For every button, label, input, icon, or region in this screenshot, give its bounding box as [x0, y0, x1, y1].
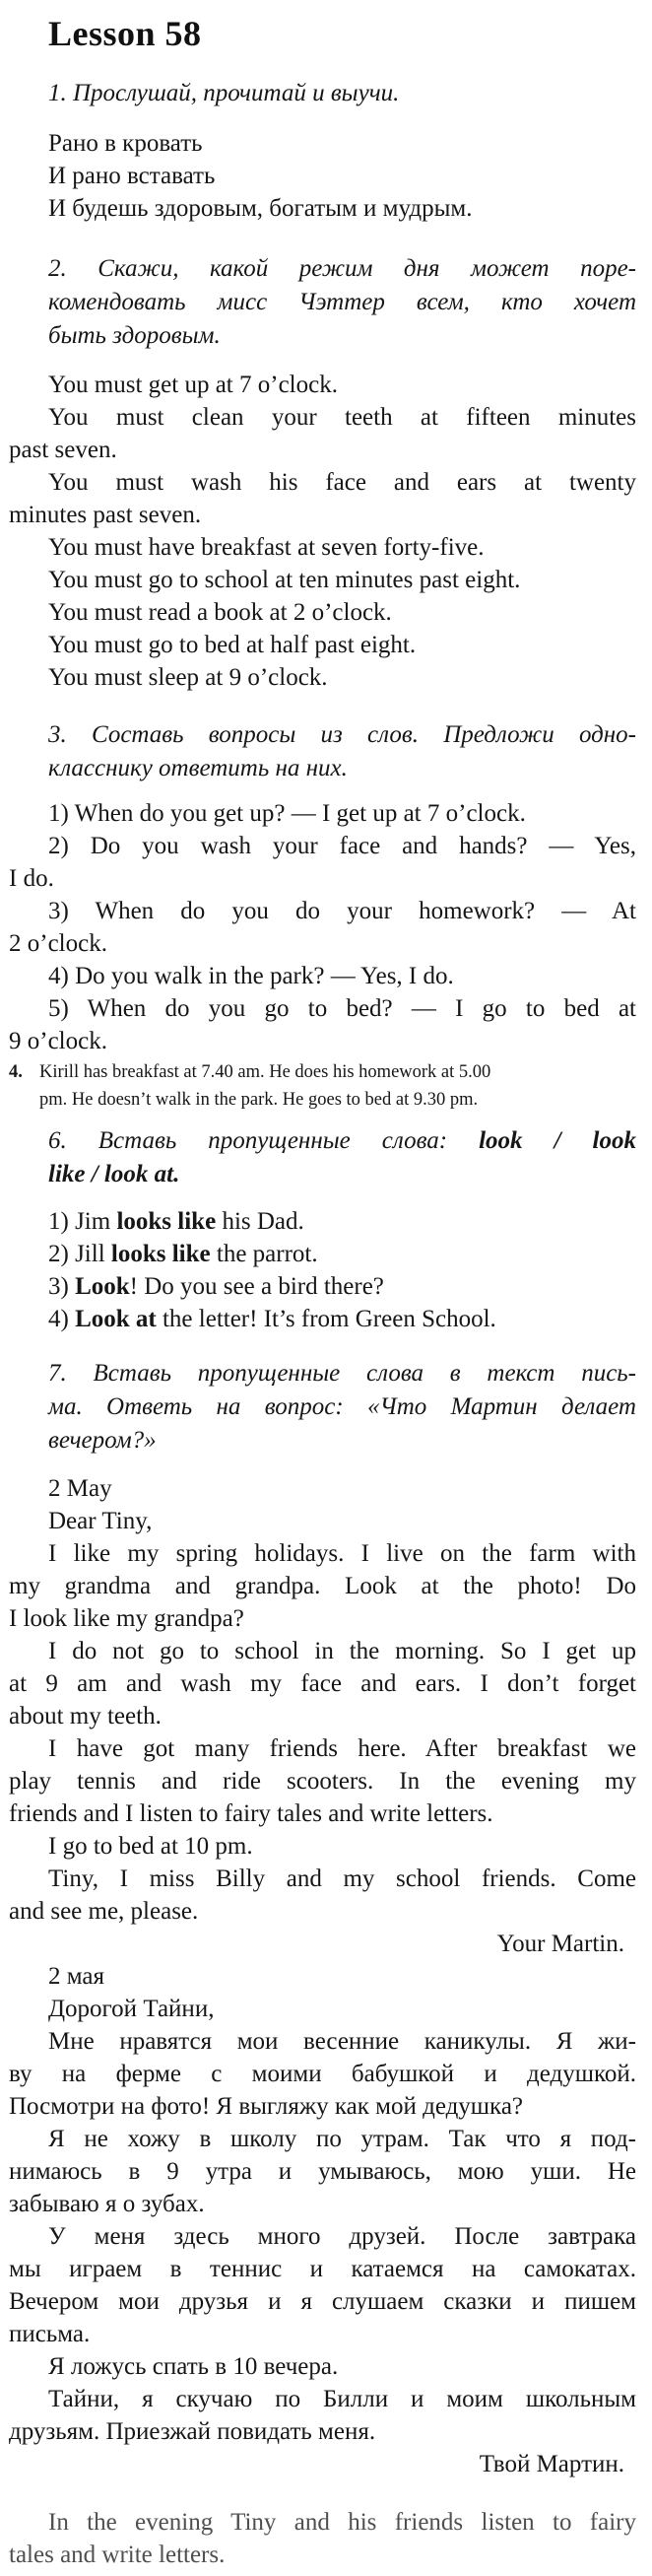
- exercise-3-qa-item-line: 2 o’clock.: [9, 930, 107, 957]
- text-segment: 3): [48, 1273, 76, 1300]
- letter-russian-paragraph-line: Вечером мои друзья и я слушаем сказки и пишем: [9, 2288, 636, 2315]
- exercise-6-answers-line: [48, 1270, 636, 1303]
- closing-note-line: tales and write letters.: [9, 2542, 226, 2568]
- bold-text-segment: like / look at.: [48, 1161, 180, 1187]
- exercise-3-instruction-line: 3. Составь вопросы из слов. Предложи одно-: [48, 721, 636, 748]
- letter-english-greeting-line: Dear Tiny,: [48, 1508, 153, 1534]
- letter-english-paragraph-line: play tennis and ride scooters. In the evening my: [9, 1768, 636, 1795]
- exercise-2-sentence-line: You must wash his face and ears at twenty: [48, 469, 636, 496]
- letter-russian-paragraph: [9, 2350, 636, 2383]
- exercise-6-answers-line: [48, 1238, 636, 1270]
- exercise-2-sentence-line: You must go to school at ten minutes past eight.: [48, 567, 521, 593]
- exercise-2-sentence-line: You must go to bed at half past eight.: [48, 632, 417, 658]
- letter-russian-paragraph-line: мы играем в теннис и катаемся на самокатах.: [9, 2256, 636, 2282]
- letter-russian-paragraph-line: Я не хожу в школу по утрам. Так что я под-: [48, 2126, 636, 2152]
- exercise-6-answers-line: [48, 1205, 636, 1238]
- exercise-3-qa-item: [9, 797, 636, 830]
- letter-russian-paragraph-line: Посмотри на фото! Я выгляжу как мой дедушка?: [9, 2093, 524, 2120]
- letter-english-greeting: [9, 1505, 636, 1537]
- letter-russian-paragraph-line: друзьям. Приезжай повидать меня.: [9, 2418, 376, 2445]
- letter-english-paragraph-line: friends and I listen to fairy tales and write letters.: [9, 1800, 493, 1827]
- bold-text-segment: looks like: [110, 1241, 211, 1267]
- exercise-7-instruction-line: 7. Вставь пропущенные слова в текст пись-: [48, 1360, 636, 1387]
- exercise-7-instruction-line: ма. Ответь на вопрос: «Что Мартин делает: [48, 1393, 636, 1420]
- letter-english-paragraph-line: Tiny, I miss Billy and my school friends. Come: [48, 1865, 636, 1892]
- letter-russian-paragraph: [9, 2025, 636, 2123]
- letter-russian-signature-line: Твой Мартин.: [479, 2451, 624, 2477]
- letter-russian-paragraph-line: Тайни, я скучаю по Билли и моим школьным: [48, 2386, 636, 2412]
- exercise-2-instruction-line: 2. Скажи, какой режим дня может поре-: [48, 255, 636, 282]
- rhyme-text-line: И рано вставать: [48, 163, 216, 189]
- exercise-2-sentence-line: You must get up at 7 o’clock.: [48, 372, 338, 398]
- exercise-6-instruction: [48, 1124, 636, 1191]
- exercise-3-qa-item: [9, 960, 636, 992]
- closing-note: [9, 2506, 636, 2571]
- letter-english-signature-line: Your Martin.: [496, 1931, 624, 1957]
- letter-russian-paragraph-line: забываю я о зубах.: [9, 2191, 205, 2217]
- letter-english-paragraph: [9, 1863, 636, 1928]
- letter-russian-paragraph-line: письма.: [9, 2321, 91, 2347]
- text-segment: his Dad.: [216, 1208, 304, 1235]
- rhyme-text-line: И будешь здоровым, богатым и мудрым.: [48, 195, 473, 222]
- exercise-3-qa-item-line: 5) When do you go to bed? — I go to bed at: [48, 995, 636, 1022]
- exercise-2-instruction-line: быть здоровым.: [48, 322, 221, 349]
- letter-english-signature: [9, 1928, 636, 1960]
- exercise-1-instruction: [48, 77, 636, 110]
- rhyme-text: [48, 127, 636, 225]
- exercise-3-qa-item-line: 3) When do you do your homework? — At: [48, 898, 636, 924]
- exercise-2-sentence: [9, 369, 636, 401]
- exercise-3-qa-item-line: 4) Do you walk in the park? — Yes, I do.: [48, 963, 454, 989]
- letter-russian-paragraph: [9, 2220, 636, 2350]
- bold-text-segment: Look at: [75, 1306, 157, 1332]
- exercise-6-answers: [48, 1205, 636, 1335]
- exercise-3-qa-item-line: 2) Do you wash your face and hands? — Yes,: [48, 833, 636, 859]
- letter-english-paragraph-line: and see me, please.: [9, 1898, 199, 1925]
- letter-english-paragraph-line: about my teeth.: [9, 1703, 162, 1729]
- exercise-2-sentence: [9, 466, 636, 531]
- exercise-2-sentence: [9, 564, 636, 596]
- bold-text-segment: look / look: [479, 1127, 636, 1154]
- exercise-2-instruction-line: комендовать мисс Чэттер всем, кто хочет: [48, 289, 636, 315]
- letter-russian-paragraph: [9, 2383, 636, 2448]
- letter-russian-date-line: 2 мая: [48, 1963, 104, 1990]
- lesson-title: [48, 12, 636, 55]
- exercise-4-answer-line: Kirill has breakfast at 7.40 am. He does his homework at 5.00: [39, 1062, 491, 1082]
- letter-russian-paragraph: [9, 2123, 636, 2220]
- letter-english-paragraph-line: I go to bed at 10 pm.: [48, 1833, 253, 1860]
- text-segment: 1) Jim: [48, 1208, 117, 1235]
- letter-russian-paragraph-line: Я ложусь спать в 10 вечера.: [48, 2353, 339, 2380]
- letter-english-paragraph: [9, 1732, 636, 1830]
- letter-russian-paragraph-line: У меня здесь много друзей. После завтрака: [48, 2223, 636, 2250]
- exercise-6-instruction-line: [48, 1124, 636, 1158]
- letter-english-paragraph-line: I like my spring holidays. I live on the farm with: [48, 1540, 636, 1567]
- text-segment: 4): [48, 1306, 76, 1332]
- text-segment: the parrot.: [210, 1241, 318, 1267]
- lesson-title-line: Lesson 58: [48, 14, 202, 53]
- letter-english-date-line: 2 May: [48, 1475, 112, 1502]
- textbook-page: [0, 12, 652, 2571]
- rhyme-text-line: Рано в кровать: [48, 130, 203, 157]
- exercise-2-sentence: [9, 401, 636, 466]
- exercise-3-qa-item: [9, 992, 636, 1057]
- exercise-3-qa-item-line: 1) When do you get up? — I get up at 7 o’clock.: [48, 800, 526, 827]
- exercise-3-instruction-line: класснику ответить на них.: [48, 755, 348, 781]
- exercise-3-qa-item: [9, 830, 636, 895]
- answer-number: 4.: [9, 1062, 23, 1082]
- letter-english-paragraph-line: I do not go to school in the morning. So I get up: [48, 1638, 636, 1664]
- letter-russian-paragraph-line: нимаюсь в 9 утра и умываюсь, мою уши. Не: [9, 2158, 636, 2185]
- letter-english-paragraph: [9, 1635, 636, 1732]
- exercise-1-instruction-line: 1. Прослушай, прочитай и выучи.: [48, 80, 400, 106]
- exercise-7-instruction-line: вечером?»: [48, 1427, 157, 1454]
- exercise-2-sentence: [9, 661, 636, 694]
- letter-english-paragraph-line: my grandma and grandpa. Look at the photo! Do: [9, 1573, 636, 1599]
- exercise-2-sentence: [9, 629, 636, 661]
- letter-russian-paragraph-line: Мне нравятся мои весенние каникулы. Я жи-: [48, 2028, 636, 2055]
- bold-text-segment: looks like: [116, 1208, 217, 1235]
- letter-english-paragraph: [9, 1537, 636, 1635]
- exercise-6-answers-line: [48, 1303, 636, 1335]
- letter-english-paragraph-line: at 9 am and wash my face and ears. I don’t forget: [9, 1670, 636, 1697]
- letter-russian-greeting: [9, 1993, 636, 2025]
- exercise-2-sentence-line: You must sleep at 9 o’clock.: [48, 664, 328, 691]
- exercise-3-instruction: [48, 718, 636, 785]
- exercise-2-sentence-line: past seven.: [9, 437, 117, 463]
- text-segment: 6. Вставь пропущенные слова:: [48, 1127, 480, 1154]
- exercise-4-answer-line: pm. He doesn’t walk in the park. He goes to bed at 9.30 pm.: [39, 1090, 479, 1110]
- text-segment: ! Do you see a bird there?: [129, 1273, 384, 1300]
- exercise-4-answer: [9, 1058, 606, 1114]
- letter-russian-signature: [9, 2448, 636, 2480]
- text-segment: the letter! It’s from Green School.: [156, 1306, 496, 1332]
- exercise-2-sentence-line: You must read a book at 2 o’clock.: [48, 599, 392, 626]
- exercise-2-sentence-line: You must have breakfast at seven forty-five.: [48, 534, 485, 561]
- letter-russian-date: [9, 1960, 636, 1993]
- bold-text-segment: Look: [75, 1273, 130, 1300]
- exercise-3-qa-item: [9, 895, 636, 960]
- exercise-3-qa-item-line: I do.: [9, 865, 54, 892]
- text-segment: 2) Jill: [48, 1241, 111, 1267]
- exercise-2-instruction: [48, 252, 636, 353]
- letter-russian-paragraph-line: ву на ферме с моими бабушкой и дедушкой.: [9, 2061, 636, 2087]
- exercise-2-sentence-line: You must clean your teeth at fifteen minutes: [48, 404, 636, 431]
- letter-english-date: [9, 1472, 636, 1505]
- closing-note-line: In the evening Tiny and his friends listen to fairy: [48, 2509, 636, 2536]
- exercise-2-sentence-line: minutes past seven.: [9, 502, 202, 528]
- exercise-2-sentence: [9, 531, 636, 564]
- exercise-2-sentence: [9, 596, 636, 629]
- letter-english-paragraph-line: I have got many friends here. After breakfast we: [48, 1735, 636, 1762]
- letter-english-paragraph: [9, 1830, 636, 1863]
- exercise-6-instruction-line: [48, 1158, 636, 1191]
- exercise-3-qa-item-line: 9 o’clock.: [9, 1028, 107, 1054]
- letter-english-paragraph-line: I look like my grandpa?: [9, 1605, 244, 1632]
- exercise-7-instruction: [48, 1357, 636, 1457]
- letter-russian-greeting-line: Дорогой Тайни,: [48, 1996, 215, 2022]
